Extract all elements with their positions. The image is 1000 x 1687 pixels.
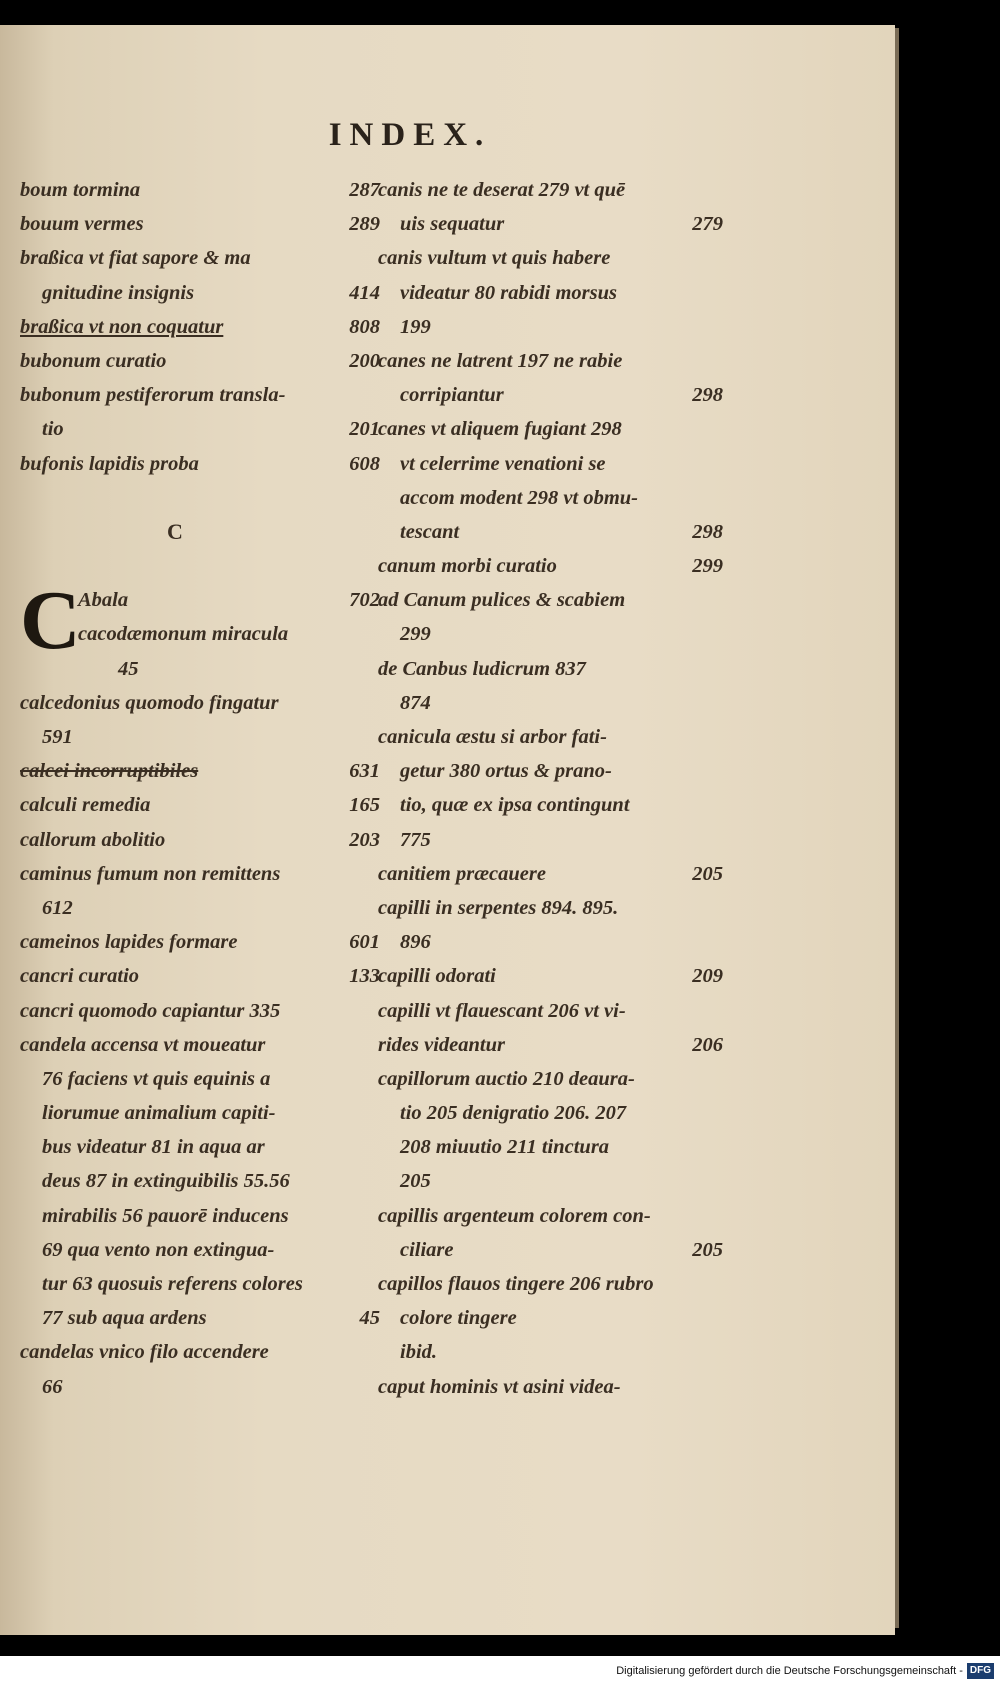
entry-text: getur 380 ortus & prano- — [400, 760, 612, 783]
entry-text: capilli in serpentes 894. 895. — [378, 896, 619, 919]
entry-text: liorumue animalium capiti- — [42, 1102, 276, 1125]
index-entry — [78, 652, 380, 686]
index-entry — [20, 1335, 380, 1369]
index-entry — [20, 310, 380, 344]
entry-text: bubonum curatio — [20, 349, 167, 372]
entry-page-number: 165 — [349, 794, 380, 817]
entry-text: 208 miuutio 211 tinctura — [400, 1136, 610, 1159]
index-entry — [20, 241, 380, 275]
entry-text: corripiantur — [400, 384, 504, 407]
footer-bar — [0, 1656, 1000, 1687]
entry-text: capillis argenteum colorem con- — [378, 1204, 651, 1227]
entry-text: colore tingere — [400, 1307, 517, 1330]
section-letter — [20, 515, 380, 549]
entry-page-number: 205 — [692, 862, 723, 885]
entry-page-number: 808 — [349, 315, 380, 338]
entry-text: videatur 80 rabidi morsus — [400, 281, 617, 304]
entry-text: 45 — [118, 657, 139, 680]
index-entry — [378, 1301, 723, 1335]
entry-page-number: 209 — [692, 965, 723, 988]
entry-text: bubonum pestiferorum transla- — [20, 384, 286, 407]
entry-text: rides videantur — [378, 1033, 505, 1056]
entry-text: gnitudine insignis — [42, 281, 195, 304]
index-entry — [20, 481, 380, 515]
index-entry — [20, 1096, 380, 1130]
index-entry — [378, 788, 723, 822]
entry-text: 612 — [42, 896, 73, 919]
index-entry — [378, 891, 723, 925]
entry-text: canis ne te deserat 279 vt quē — [378, 179, 626, 201]
entry-text: Abala — [78, 589, 129, 612]
entry-text: caput hominis vt asini videa- — [378, 1375, 621, 1398]
index-entry — [20, 1233, 380, 1267]
index-entry — [20, 1164, 380, 1198]
entry-text: de Canbus ludicrum 837 — [378, 657, 586, 680]
index-entry — [20, 925, 380, 959]
index-entry — [20, 207, 380, 241]
entry-text: 775 — [400, 828, 431, 851]
index-entry — [378, 378, 723, 412]
book-page — [0, 25, 895, 1635]
entry-page-number: 133 — [349, 965, 380, 988]
entry-page-number: 203 — [349, 828, 380, 851]
index-entry — [20, 173, 380, 207]
entry-text: ad Canum pulices & scabiem — [378, 589, 626, 612]
entry-page-number: 206 — [692, 1033, 723, 1056]
entry-page-number: 45 — [359, 1307, 380, 1330]
entry-text: canitiem præcauere — [378, 862, 546, 885]
entry-text: uis sequatur — [400, 213, 505, 236]
index-entry — [378, 1164, 723, 1198]
entry-text: accom modent 298 vt obmu- — [400, 486, 639, 509]
entry-text: bufonis lapidis proba — [20, 452, 199, 475]
entry-text: 874 — [400, 691, 431, 714]
entry-text: ibid. — [400, 1341, 438, 1364]
entry-text: tio — [42, 418, 64, 441]
entry-text: 199 — [400, 315, 431, 338]
entry-page-number: 200 — [349, 349, 380, 372]
index-entry — [378, 481, 723, 515]
index-entry — [20, 378, 380, 412]
index-entry — [20, 788, 380, 822]
index-entry — [378, 241, 723, 275]
index-entry — [378, 754, 723, 788]
index-entry — [378, 1028, 723, 1062]
entry-text: cameinos lapides formare — [20, 931, 238, 954]
entry-text: bus videatur 81 in aqua ar — [42, 1136, 265, 1159]
entry-page-number: 298 — [692, 520, 723, 543]
dropcap-entry — [20, 574, 380, 686]
index-entry — [378, 1062, 723, 1096]
entry-text: capilli vt flauescant 206 vt vi- — [378, 999, 626, 1022]
index-entry — [20, 344, 380, 378]
entry-text: canes vt aliquem fugiant 298 — [378, 418, 622, 441]
index-entry — [378, 583, 723, 617]
entry-text: ciliare — [400, 1238, 454, 1261]
index-entry — [378, 823, 723, 857]
page-header: INDEX. — [328, 117, 492, 153]
entry-text: tio, quæ ex ipsa contingunt — [400, 794, 630, 817]
dfg-logo: DFG — [967, 1663, 994, 1679]
dropcap-letter: C — [20, 574, 81, 668]
entry-page-number: 299 — [692, 555, 723, 578]
entry-page-number: 631 — [349, 760, 380, 783]
entry-text: calcedonius quomodo fingatur — [20, 691, 279, 714]
entry-text: cacodæmonum miracula — [78, 623, 289, 646]
entry-text: capilli odorati — [378, 965, 496, 988]
entry-page-number: 702 — [349, 589, 380, 612]
entry-text: 299 — [400, 623, 431, 646]
index-entry — [378, 959, 723, 993]
index-entry — [20, 720, 380, 754]
entry-text: boum tormina — [20, 179, 141, 201]
entry-page-number: 205 — [692, 1238, 723, 1261]
index-entry — [378, 276, 723, 310]
footer-credit: Digitalisierung gefördert durch die Deutsche Forschungsgemeinschaft - — [616, 1665, 963, 1677]
entry-text: tescant — [400, 520, 460, 543]
entry-page-number: 298 — [692, 384, 723, 407]
index-entry — [378, 1267, 723, 1301]
index-entry — [378, 412, 723, 446]
index-entry — [20, 1370, 380, 1404]
index-entry — [378, 344, 723, 378]
index-entry — [378, 925, 723, 959]
index-entry — [20, 1028, 380, 1062]
index-entry — [20, 891, 380, 925]
index-entry — [78, 583, 380, 617]
entry-text: cancri curatio — [20, 965, 140, 988]
entry-text: tio 205 denigratio 206. 207 — [400, 1102, 627, 1125]
index-entry — [378, 617, 723, 651]
index-entry — [378, 515, 723, 549]
entry-text: tur 63 quosuis referens colores — [42, 1273, 303, 1296]
index-entry — [378, 1233, 723, 1267]
index-entry — [378, 447, 723, 481]
page-edge — [895, 28, 899, 1628]
index-entry — [78, 617, 380, 651]
index-entry — [20, 1130, 380, 1164]
entry-text: capillos flauos tingere 206 rubro — [378, 1273, 654, 1295]
index-entry — [20, 412, 380, 446]
entry-text: braßica vt non coquatur — [20, 315, 224, 338]
index-entry — [378, 310, 723, 344]
index-entry — [378, 173, 723, 207]
index-entry — [378, 549, 723, 583]
index-entry — [20, 1199, 380, 1233]
index-entry — [20, 823, 380, 857]
index-entry — [378, 857, 723, 891]
index-entry — [378, 686, 723, 720]
entry-text: cancri quomodo capiantur 335 — [20, 999, 281, 1022]
entry-text: 77 sub aqua ardens — [42, 1307, 207, 1330]
index-entry — [20, 447, 380, 481]
entry-text: 896 — [400, 931, 431, 954]
entry-text: capillorum auctio 210 deaura- — [378, 1067, 635, 1090]
entry-page-number: 414 — [349, 281, 380, 304]
entry-text: candelas vnico filo accendere — [20, 1341, 269, 1364]
entry-text: calcei incorruptibiles — [20, 760, 199, 783]
entry-text: braßica vt fiat sapore & ma — [20, 247, 251, 270]
entry-page-number: 608 — [349, 452, 380, 475]
entry-text: bouum vermes — [20, 213, 144, 236]
index-column-right — [378, 173, 723, 1404]
index-entry — [378, 1199, 723, 1233]
entry-text: callorum abolitio — [20, 828, 166, 851]
entry-text: 76 faciens vt quis equinis a — [42, 1067, 271, 1090]
index-entry — [378, 994, 723, 1028]
index-entry — [20, 276, 380, 310]
index-entry — [20, 1301, 380, 1335]
entry-page-number: 601 — [349, 931, 380, 954]
index-entry — [378, 1370, 723, 1404]
index-entry — [20, 959, 380, 993]
index-entry — [378, 207, 723, 241]
index-entry — [378, 720, 723, 754]
entry-page-number: 289 — [349, 213, 380, 236]
entry-text: candela accensa vt moueatur — [20, 1033, 266, 1056]
index-entry — [20, 857, 380, 891]
index-entry — [378, 1335, 723, 1369]
entry-text: calculi remedia — [20, 794, 151, 817]
entry-text: caminus fumum non remittens — [20, 862, 281, 885]
index-column-left — [20, 173, 380, 1404]
entry-page-number: 201 — [349, 418, 380, 441]
index-entry — [378, 1096, 723, 1130]
entry-text: canis vultum vt quis habere — [378, 247, 611, 270]
entry-text: canum morbi curatio — [378, 555, 557, 578]
index-entry — [20, 1267, 380, 1301]
entry-text: canicula æstu si arbor fati- — [378, 726, 607, 748]
index-entry — [20, 686, 380, 720]
entry-page-number: 287 — [349, 179, 380, 201]
entry-text: canes ne latrent 197 ne rabie — [378, 349, 623, 372]
entry-text: vt celerrime venationi se — [400, 452, 606, 475]
index-entry — [20, 754, 380, 788]
entry-text: 205 — [400, 1170, 431, 1193]
entry-text: deus 87 in extinguibilis 55.56 — [42, 1170, 290, 1193]
entry-text: 591 — [42, 726, 73, 749]
entry-text: 69 qua vento non extingua- — [42, 1238, 275, 1261]
index-entry — [20, 1062, 380, 1096]
entry-text: mirabilis 56 pauorē inducens — [42, 1204, 289, 1227]
index-entry — [378, 1130, 723, 1164]
index-entry — [20, 994, 380, 1028]
entry-text: C — [167, 518, 183, 544]
index-entry — [378, 652, 723, 686]
entry-page-number: 279 — [692, 213, 723, 236]
entry-text: 66 — [42, 1375, 63, 1398]
